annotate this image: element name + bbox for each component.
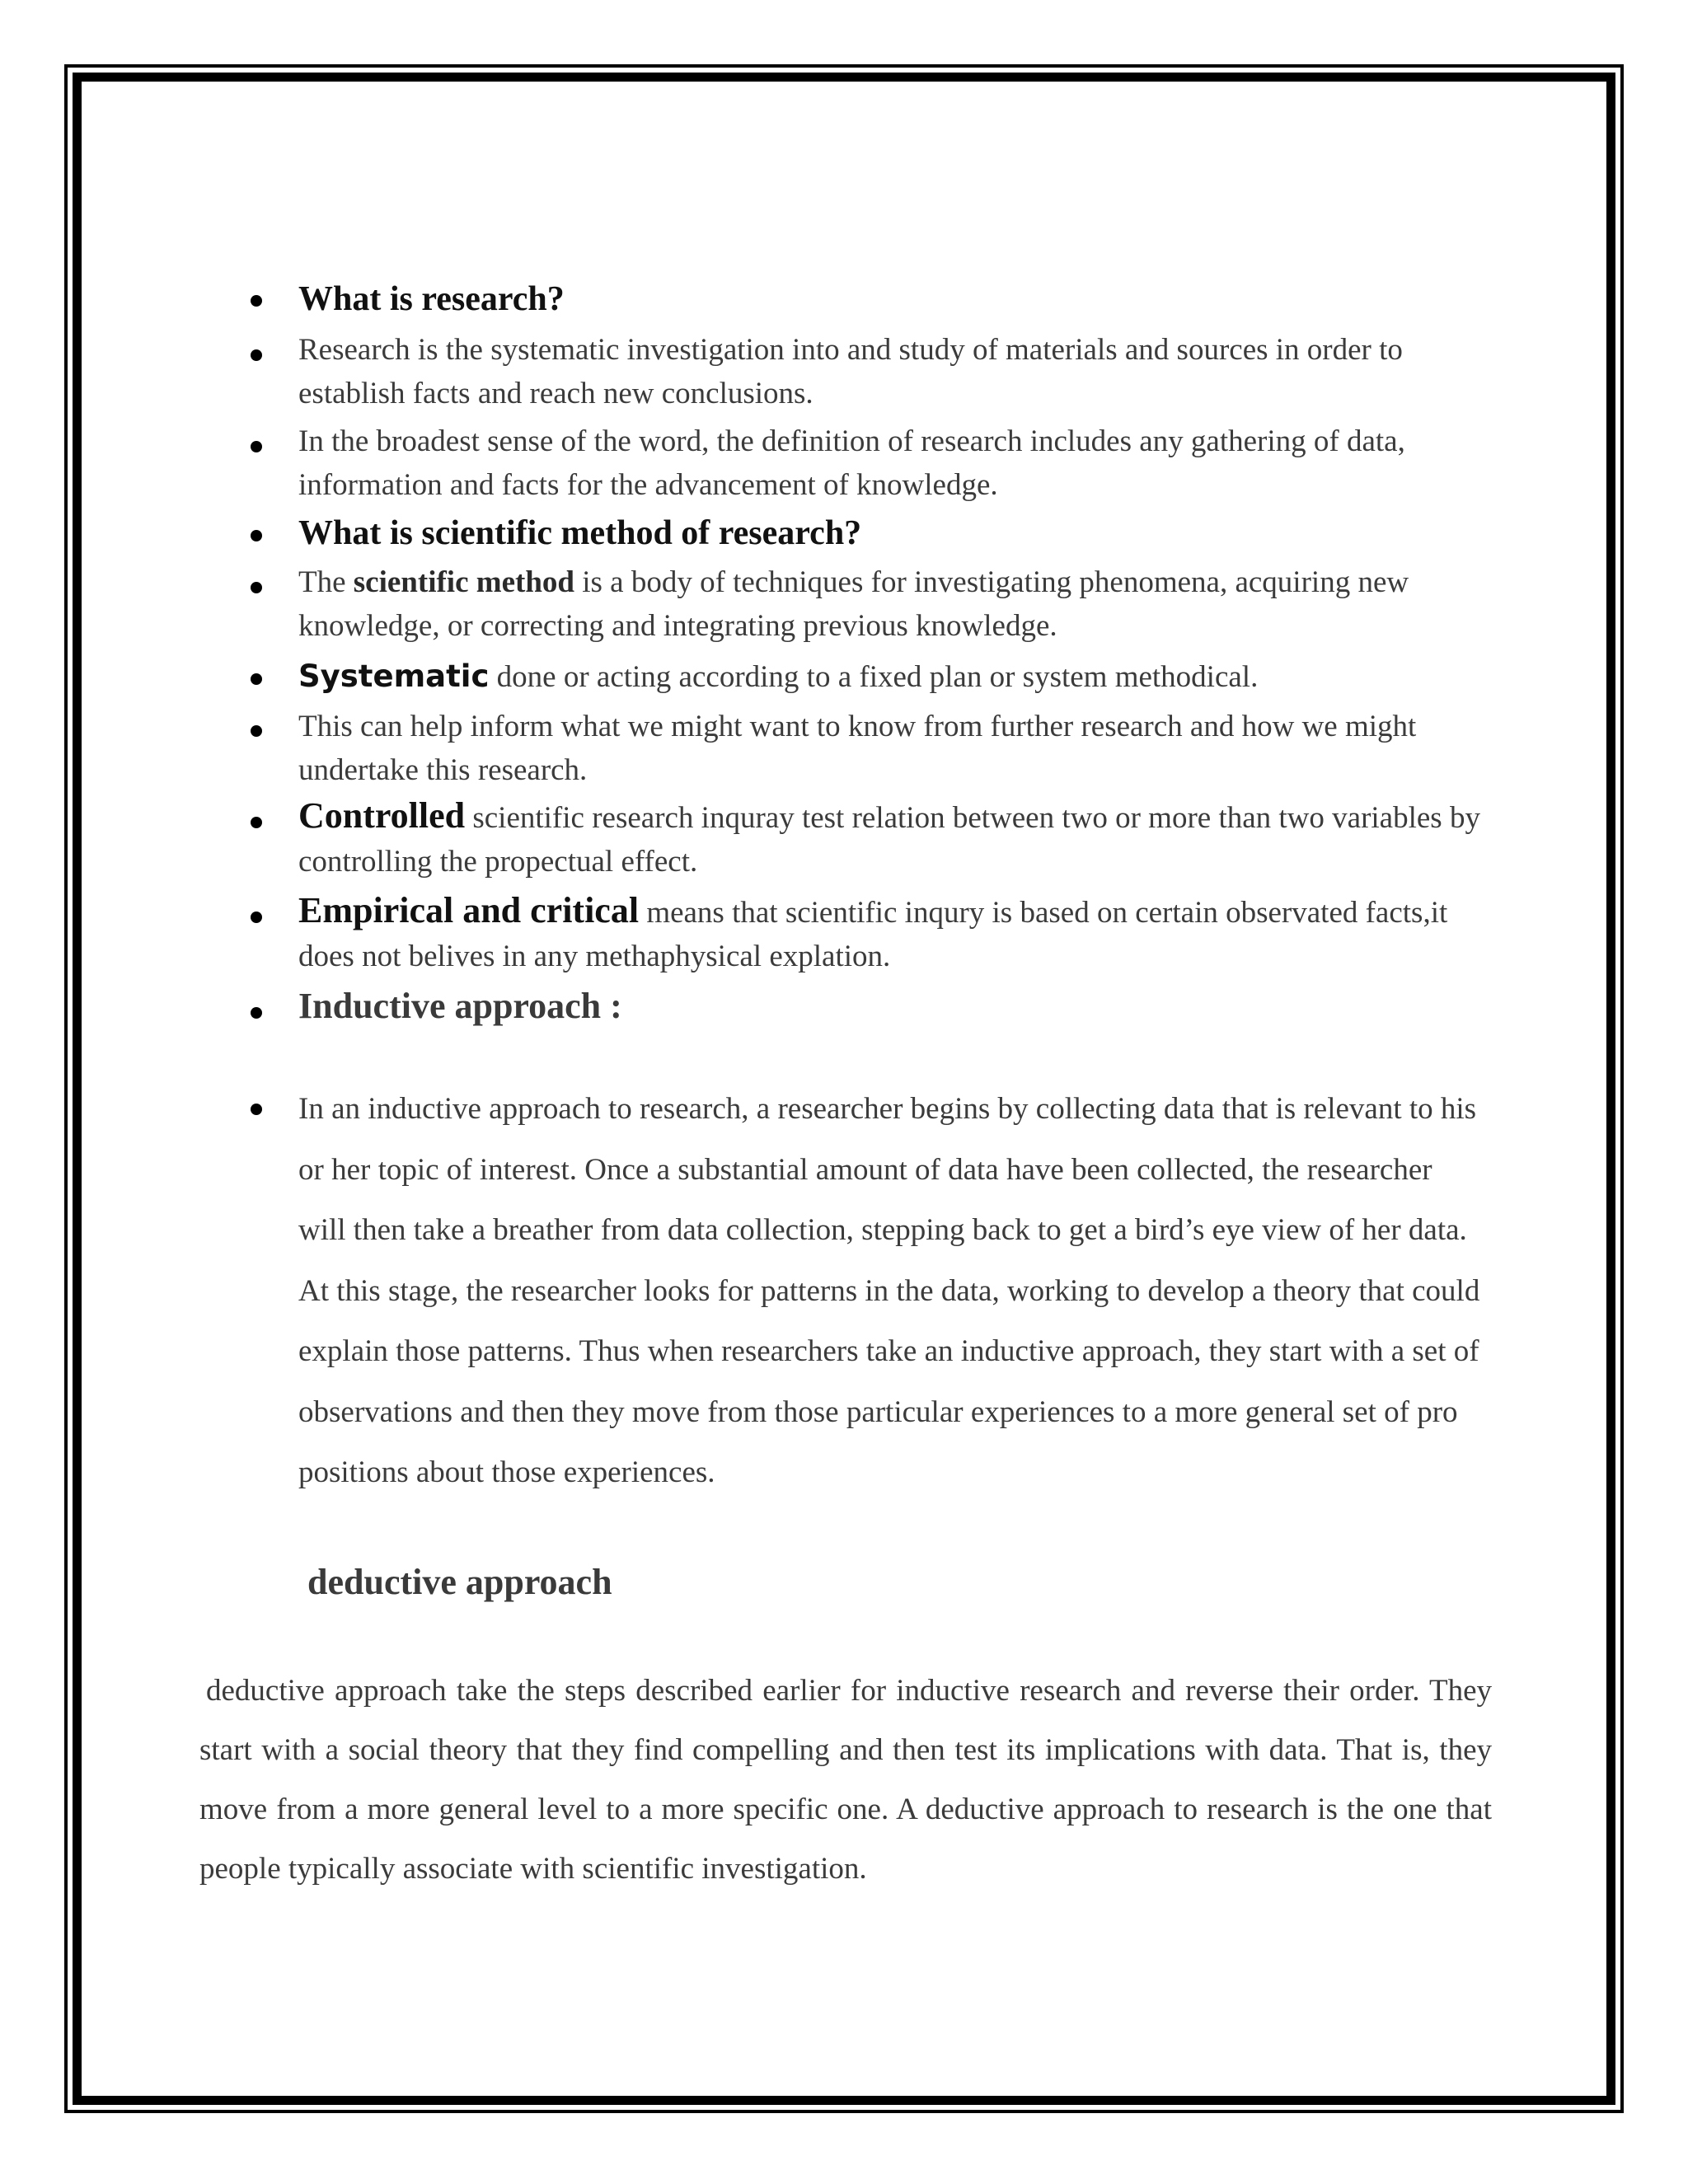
bullet-icon (251, 295, 262, 307)
item-text: is a body of techniques for investigating phenomena, acquiring new knowledge, or correcting and integrating previous knowledge. (298, 565, 1409, 643)
term-controlled: Controlled (298, 795, 466, 836)
item-text: done or acting according to a fixed plan or system methodical. (489, 660, 1259, 694)
bullet-icon (251, 1007, 262, 1019)
heading-what-is-research: What is research? (298, 280, 565, 318)
item-text: This can help inform what we might want to know from further research and how we might undertake this research. (298, 710, 1417, 787)
list-item (298, 1079, 1485, 1503)
list-item (298, 705, 1485, 792)
item-text: In the broadest sense of the word, the definition of research includes any gathering of data, information and facts for the advancement of knowledge. (298, 424, 1405, 502)
term-systematic: Systematic (298, 658, 490, 694)
list-item (298, 419, 1485, 507)
list-item (298, 654, 1485, 699)
item-text: Research is the systematic investigation into and study of materials and sources in order to establish facts and reach new conclusions. (298, 333, 1403, 410)
bullet-icon (251, 349, 262, 361)
bullet-icon (251, 673, 262, 685)
bullet-icon (251, 441, 262, 452)
bullet-icon (251, 725, 262, 737)
list-item (298, 984, 1485, 1030)
bullet-icon (251, 912, 262, 923)
bullet-icon (251, 582, 262, 593)
list-item (298, 560, 1485, 648)
item-text: means that scientific inqury is based on certain observated facts,it does not belives in any methaphysical explation. (298, 896, 1448, 973)
list-item (298, 278, 1485, 322)
list-item (298, 888, 1485, 978)
term-empirical-and-critical: Empirical and critical (298, 890, 640, 930)
bullet-icon (251, 1104, 262, 1115)
heading-scientific-method: What is scientific method of research? (298, 514, 862, 552)
deductive-paragraph: deductive approach take the steps described earlier for inductive research and reverse their order. They start with a social theory that they find compelling and then test its implications with data. That is, they move from a more general level to a more specific one. A deductive approach to research is the one that people typically associate with scientific investigation. (199, 1674, 1492, 1886)
list-item (298, 328, 1485, 415)
item-text: scientific research inquray test relation between two or more than two variables by controlling the propectual effect. (298, 801, 1480, 879)
list-item (298, 512, 1485, 556)
heading-inductive-approach: Inductive approach : (298, 986, 622, 1026)
bullet-icon (251, 530, 262, 541)
bullet-icon (251, 817, 262, 828)
term-scientific-method: scientific method (353, 565, 574, 599)
item-text: The (298, 565, 354, 599)
list-item (298, 794, 1485, 883)
item-text: In an inductive approach to research, a researcher begins by collecting data that is relevant to his or her topic of interest. Once a substantial amount of data have been collected, the researcher will then take a breather from data collection, stepping back to get a bird’s eye view of her data. At this stage, the researcher looks for patterns in the data, working to develop a theory that could explain those patterns. Thus when researchers take an inductive approach, they start with a set of observations and then they move from those particular experiences to a more general set of pro positions about those experiences. (298, 1092, 1480, 1489)
heading-deductive-approach: deductive approach (307, 1562, 612, 1602)
